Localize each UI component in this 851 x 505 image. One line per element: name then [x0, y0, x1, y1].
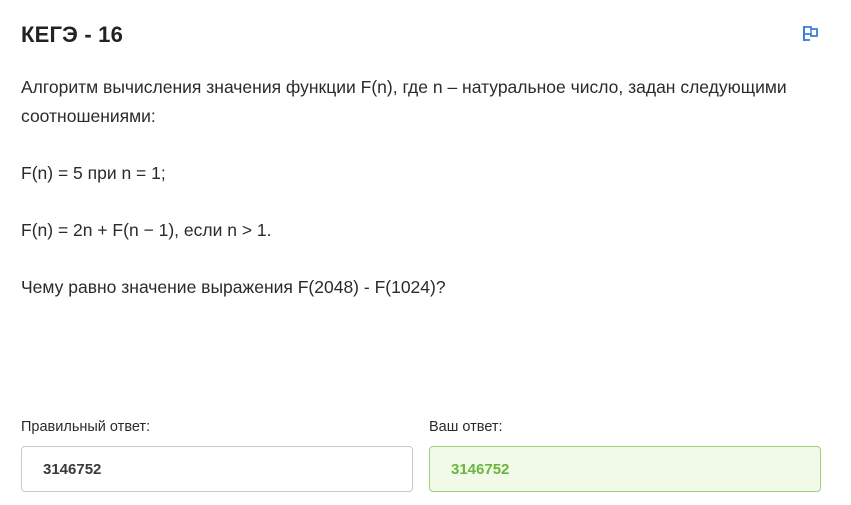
task-rule-1: F(n) = 5 при n = 1; [21, 163, 166, 183]
correct-answer-field [21, 446, 413, 492]
report-button[interactable] [800, 26, 822, 46]
task-rule-2: F(n) = 2n + F(n − 1), если n > 1. [21, 220, 272, 240]
user-answer-label: Ваш ответ: [429, 419, 503, 435]
correct-answer-label: Правильный ответ: [21, 419, 151, 435]
flag-icon [802, 25, 820, 47]
user-answer-value: 3146752 [451, 460, 510, 478]
task-intro: Алгоритм вычисления значения функции F(n), где n – натуральное число, задан следующими соотношениями: [21, 77, 787, 126]
user-answer-field[interactable] [429, 446, 821, 492]
task-statement [21, 73, 821, 302]
task-question: Чему равно значение выражения F(2048) - F(1024)? [21, 277, 446, 297]
correct-answer-value: 3146752 [43, 460, 102, 478]
page-title: КЕГЭ - 16 [21, 22, 124, 47]
